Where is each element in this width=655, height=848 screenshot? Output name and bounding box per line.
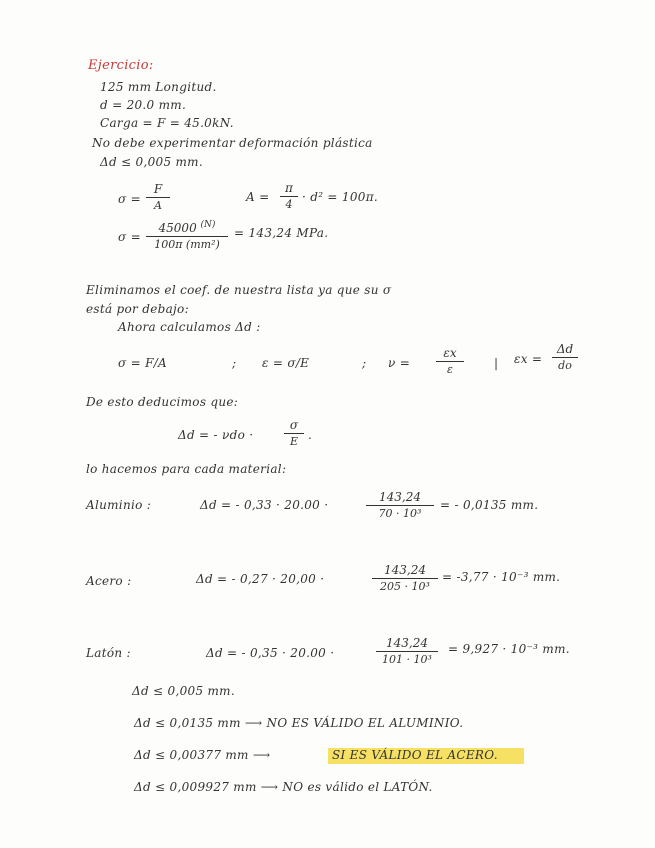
relation-sep-2: ; — [362, 356, 367, 370]
relation-strain: ε = σ/E — [262, 356, 310, 370]
per-material-text: lo hacemos para cada material: — [86, 462, 287, 476]
given-length: 125 mm Longitud. — [100, 80, 217, 94]
paragraph-below: está por debajo: — [86, 302, 189, 316]
relation-poisson-den: ε — [447, 363, 453, 376]
given-condition: No debe experimentar deformación plástica — [92, 136, 373, 150]
material-result-brass: = 9,927 · 10⁻³ mm. — [448, 642, 570, 656]
area-fraction — [280, 181, 298, 211]
main-formula-end: . — [308, 428, 313, 442]
area-rest: · d² = 100π. — [302, 190, 379, 204]
material-den-steel: 205 · 10³ — [380, 580, 430, 593]
conclusion-brass: Δd ≤ 0,009927 mm ⟶ NO es válido el LATÓN. — [134, 780, 433, 794]
main-formula-fraction — [284, 418, 304, 448]
material-fraction-steel — [372, 563, 438, 593]
material-formula-aluminum: Δd = - 0,33 · 20.00 · — [200, 498, 329, 512]
material-num-brass: 143,24 — [376, 636, 438, 652]
stress-calc-num-value: 45000 — [158, 221, 197, 235]
relation-poisson-lhs: ν = — [388, 356, 411, 370]
relation-ex-fraction — [552, 342, 578, 372]
main-formula-den: E — [289, 435, 299, 448]
conclusion-steel-verdict: SI ES VÁLIDO EL ACERO. — [332, 748, 498, 762]
material-name-steel: Acero : — [86, 574, 132, 588]
conclusion-steel: Δd ≤ 0,00377 mm ⟶ — [134, 748, 271, 762]
stress-calc-den: 100π (mm²) — [154, 238, 220, 251]
area-lhs: A = — [246, 190, 270, 204]
stress-def-fraction — [146, 182, 170, 212]
deduce-text: De esto deducimos que: — [86, 395, 239, 409]
relation-ex-num: Δd — [552, 342, 578, 358]
relation-ex-den: do — [558, 359, 572, 372]
material-den-brass: 101 · 10³ — [382, 653, 432, 666]
relation-poisson-fraction — [436, 346, 464, 376]
main-formula-lhs: Δd = - νdo · — [178, 428, 254, 442]
stress-calc-fraction — [146, 220, 228, 251]
exercise-title: Ejercicio: — [88, 58, 154, 73]
given-limit: Δd ≤ 0,005 mm. — [100, 155, 203, 169]
main-formula-num: σ — [284, 418, 304, 434]
material-fraction-brass — [376, 636, 438, 666]
relation-sep-1: ; — [232, 356, 237, 370]
area-num: π — [280, 181, 298, 197]
material-num-steel: 143,24 — [372, 563, 438, 579]
conclusion-limit: Δd ≤ 0,005 mm. — [132, 684, 235, 698]
paragraph-eliminate: Eliminamos el coef. de nuestra lista ya que su σ — [86, 283, 392, 297]
relation-stress: σ = F/A — [118, 356, 168, 370]
stress-def-num: F — [146, 182, 170, 198]
stress-def-lhs: σ = — [118, 192, 141, 206]
paragraph-calculate: Ahora calculamos Δd : — [118, 320, 261, 334]
stress-calc-lhs: σ = — [118, 230, 141, 244]
relation-poisson-num: εx — [436, 346, 464, 362]
material-fraction-aluminum — [366, 490, 434, 520]
given-diameter: d = 20.0 mm. — [100, 98, 187, 112]
area-den: 4 — [285, 198, 293, 211]
stress-calc-result: = 143,24 MPa. — [234, 226, 329, 240]
stress-calc-num-unit: (N) — [200, 220, 216, 230]
stress-def-den: A — [154, 199, 162, 212]
material-name-aluminum: Aluminio : — [86, 498, 152, 512]
relation-sep-3: | — [494, 356, 499, 370]
material-formula-brass: Δd = - 0,35 · 20.00 · — [206, 646, 335, 660]
material-name-brass: Latón : — [86, 646, 131, 660]
stress-calc-num — [146, 220, 228, 237]
material-formula-steel: Δd = - 0,27 · 20,00 · — [196, 572, 325, 586]
material-result-steel: = -3,77 · 10⁻³ mm. — [442, 570, 561, 584]
material-result-aluminum: = - 0,0135 mm. — [440, 498, 539, 512]
material-den-aluminum: 70 · 10³ — [378, 507, 422, 520]
conclusion-aluminum: Δd ≤ 0,0135 mm ⟶ NO ES VÁLIDO EL ALUMINIO. — [134, 716, 464, 730]
given-load: Carga = F = 45.0kN. — [100, 116, 234, 130]
relation-ex-lhs: εx = — [514, 352, 543, 366]
material-num-aluminum: 143,24 — [366, 490, 434, 506]
